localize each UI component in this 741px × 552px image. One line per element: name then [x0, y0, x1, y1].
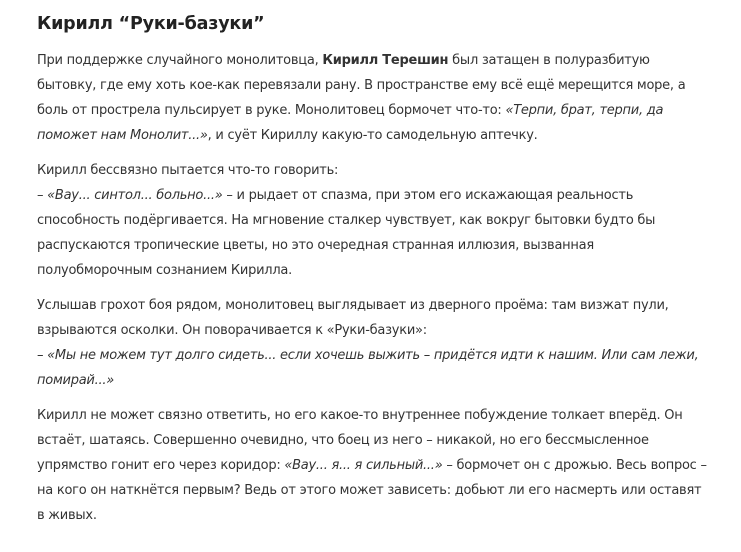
paragraph [37, 48, 711, 148]
text-segment: Кирилл не может связно ответить, но его какое-то внутреннее побуждение толкает вперёд. Он встаёт, шатаясь. Совершенно очевидно, что боец из него – никакой, но его бессмысленное упрямство гонит его через коридор: [37, 408, 683, 473]
dialogue-quote: «Терпи, брат, терпи, да поможет нам Монолит...» [37, 103, 664, 143]
text-segment: – [37, 188, 48, 203]
paragraph [37, 158, 711, 283]
text-segment: Кирилл бессвязно пытается что-то говорить: [37, 163, 339, 178]
article-title: Кирилл “Руки-базуки” [37, 14, 265, 34]
paragraph [37, 293, 711, 393]
text-segment: – бормочет он с дрожью. Весь вопрос – на кого он наткнётся первым? Ведь от этого может зависеть: добьют ли его насмерть или оставят в живых. [37, 458, 707, 523]
article-body [37, 48, 711, 528]
dialogue-quote: «Вау... синтол... больно...» [47, 188, 223, 203]
character-name: Кирилл Терешин [322, 53, 449, 68]
text-segment: – и рыдает от спазма, при этом его искажающая реальность способность подёргивается. На мгновение сталкер чувствует, как вокруг бытовки будто бы распускаются тропические цветы, но это очередная странная иллюзия, вызванная полуобморочным сознанием Кирилла. [37, 188, 656, 278]
dialogue-quote: – «Мы не можем тут долго сидеть... если хочешь выжить – придётся идти к нашим. Или сам лежи, помирай...» [37, 348, 699, 388]
text-segment: , и суёт Кириллу какую-то самодельную аптечку. [207, 128, 538, 143]
text-segment: был затащен в полуразбитую бытовку, где ему хоть кое-как перевязали рану. В пространстве ему всё ещё мерещится море, а боль от прострела пульсирует в руке. Монолитовец бормочет что-то: [37, 53, 686, 118]
text-segment: При поддержке случайного монолитовца, [37, 53, 323, 68]
dialogue-quote: «Вау... я... я сильный...» [284, 458, 443, 473]
paragraph [37, 403, 711, 528]
text-segment: Услышав грохот боя рядом, монолитовец выглядывает из дверного проёма: там визжат пули, взрываются осколки. Он поворачивается к «Руки-базуки»: [37, 298, 669, 338]
